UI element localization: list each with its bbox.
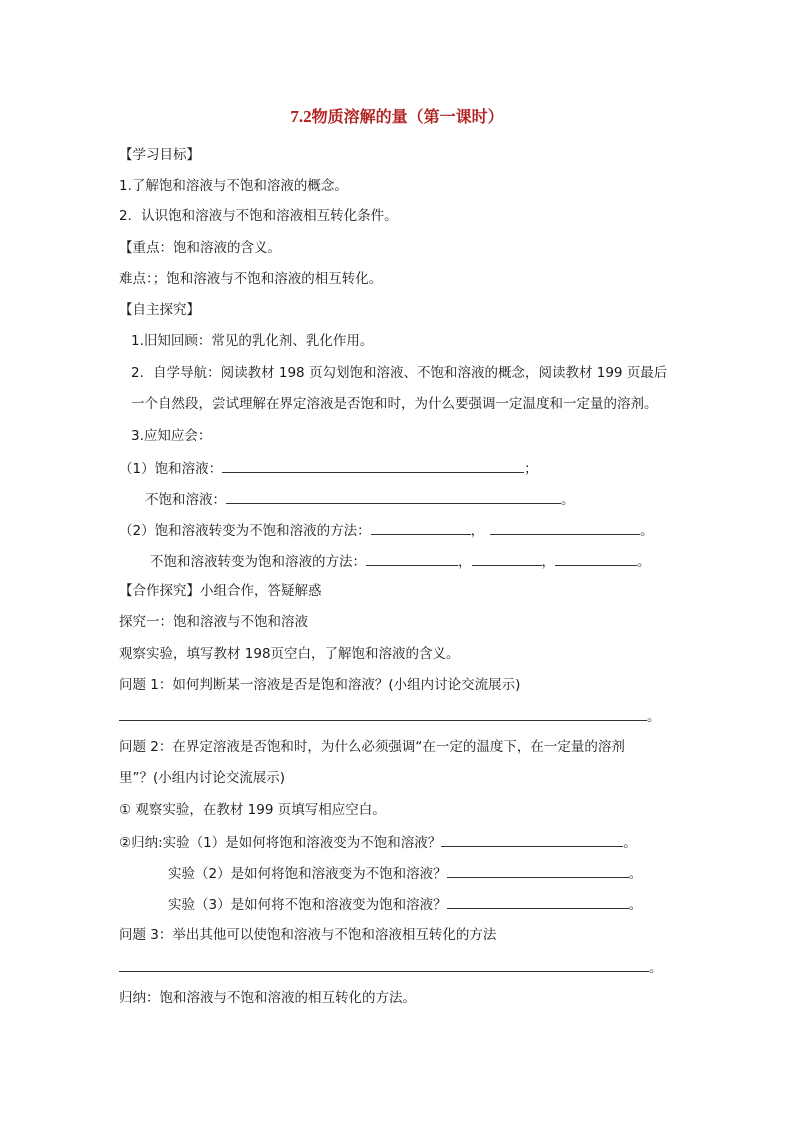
question-3-answer-blank[interactable] [119, 957, 649, 972]
goal-2: 2．认识饱和溶液与不饱和溶液相互转化条件。 [119, 208, 398, 224]
unsat-to-sat-label: 不饱和溶液转变为饱和溶液的方法： [150, 554, 366, 570]
question-3: 问题 3：举出其他可以使饱和溶液与不饱和溶液相互转化的方法 [119, 927, 497, 943]
self-study-line-2: 一个自然段，尝试理解在界定溶液是否饱和时，为什么要强调一定温度和一定量的溶剂。 [131, 396, 658, 412]
should-know-label: 3.应知应会： [131, 428, 212, 444]
exp-2-blank[interactable] [447, 863, 629, 878]
period: 。 [628, 897, 643, 913]
self-explore-header: 【自主探究】 [119, 302, 200, 318]
question-1: 问题 1：如何判断某一溶液是否是饱和溶液？(小组内讨论交流展示) [119, 677, 521, 693]
review-item: 1.旧知回顾：常见的乳化剂、乳化作用。 [131, 333, 374, 349]
observe-1: 观察实验，填写教材 198页空白，了解饱和溶液的含义。 [119, 646, 460, 662]
coop-header: 【合作探究】小组合作，答疑解惑 [119, 583, 322, 599]
exp-2-row [168, 863, 642, 883]
goal-1: 1.了解饱和溶液与不饱和溶液的概念。 [119, 178, 348, 194]
unsat-to-sat-blank-1[interactable] [366, 551, 458, 566]
unsaturated-definition-row [145, 489, 575, 509]
exp-1-blank[interactable] [441, 832, 623, 847]
period: 。 [628, 866, 643, 882]
summary: 归纳：饱和溶液与不饱和溶液的相互转化的方法。 [119, 990, 416, 1006]
saturated-definition-row [119, 458, 538, 478]
question-2-line-1: 问题 2：在界定溶液是否饱和时，为什么必须强调“在一定的温度下，在一定量的溶剂 [119, 739, 625, 755]
exp-3-blank[interactable] [447, 894, 629, 909]
sat-to-unsat-row [119, 520, 654, 540]
page-title [0, 107, 794, 127]
comma: ， [470, 523, 485, 539]
difficulty: 难点：；饱和溶液与不饱和溶液的相互转化。 [119, 271, 383, 287]
question-3-answer-row [119, 957, 663, 977]
exp-3-label: 实验（3）是如何将不饱和溶液变为饱和溶液？ [168, 897, 447, 913]
title-number: 7.2 [290, 107, 312, 126]
exp-2-label: 实验（2）是如何将饱和溶液变为不饱和溶液？ [168, 866, 447, 882]
question-1-answer-row [119, 706, 661, 726]
sat-to-unsat-blank-2[interactable] [490, 520, 640, 535]
exp-1-row [119, 832, 637, 852]
goals-header: 【学习目标】 [119, 147, 200, 163]
step-1: ① 观察实验，在教材 199 页填写相应空白。 [119, 802, 386, 818]
explore-1: 探究一：饱和溶液与不饱和溶液 [119, 614, 308, 630]
question-2-line-2: 里”？(小组内讨论交流展示) [119, 770, 286, 786]
exp-1-label: ②归纳:实验（1）是如何将饱和溶液变为不饱和溶液？ [119, 835, 442, 851]
unsat-to-sat-blank-3[interactable] [555, 551, 637, 566]
comma: ， [458, 554, 472, 570]
unsaturated-label: 不饱和溶液： [145, 492, 226, 508]
comma: ， [541, 554, 555, 570]
self-study-line-1: 2．自学导航：阅读教材 198 页勾划饱和溶液、不饱和溶液的概念，阅读教材 199 页最后 [131, 365, 668, 381]
period: 。 [623, 835, 637, 851]
period: 。 [640, 523, 654, 539]
exp-3-row [168, 894, 642, 914]
period: 。 [649, 960, 663, 976]
period: 。 [647, 709, 661, 725]
unsaturated-end: 。 [561, 492, 575, 508]
sat-to-unsat-blank-1[interactable] [371, 520, 471, 535]
unsat-to-sat-row [150, 551, 651, 571]
question-1-answer-blank[interactable] [119, 706, 647, 721]
title-text: 物质溶解的量（第一课时） [311, 107, 504, 126]
period: 。 [637, 554, 651, 570]
saturated-answer-blank[interactable] [222, 458, 524, 473]
unsaturated-answer-blank[interactable] [226, 489, 561, 504]
saturated-end: ； [524, 461, 538, 477]
saturated-label: （1）饱和溶液： [119, 461, 223, 477]
key-point: 【重点：饱和溶液的含义。 [119, 240, 281, 256]
sat-to-unsat-label: （2）饱和溶液转变为不饱和溶液的方法： [119, 523, 371, 539]
unsat-to-sat-blank-2[interactable] [472, 551, 542, 566]
